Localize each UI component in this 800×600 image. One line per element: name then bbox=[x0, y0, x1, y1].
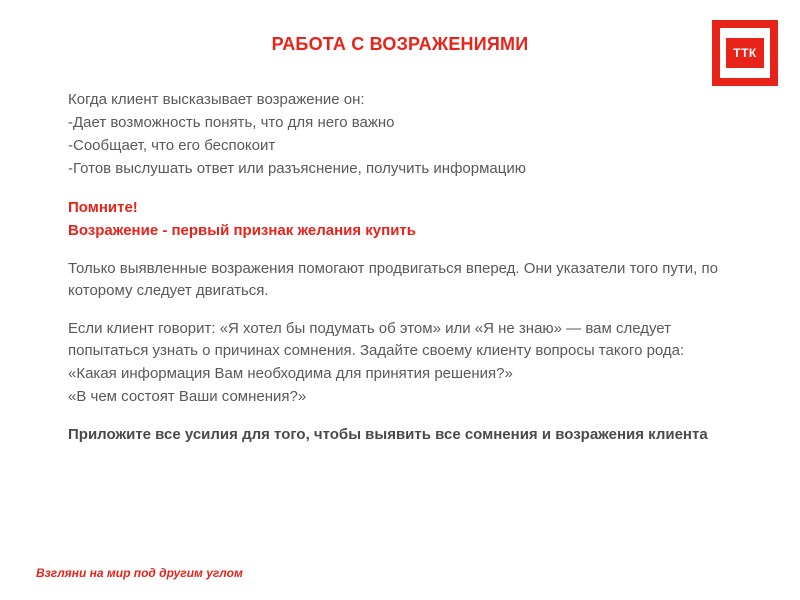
intro-item: -Дает возможность понять, что для него важно bbox=[68, 114, 395, 131]
paragraph-client-doubts: Если клиент говорит: «Я хотел бы подумать об этом» или «Я не знаю» — вам следует попытаться узнать о причинах сомнения. Задайте своему клиенту вопросы такого рода: bbox=[68, 320, 685, 359]
intro-item: -Сообщает, что его беспокоит bbox=[68, 137, 276, 154]
remember-heading: Помните! bbox=[68, 199, 138, 216]
question-item: «В чем состоят Ваши сомнения?» bbox=[68, 388, 307, 405]
intro-item: -Готов выслушать ответ или разъяснение, получить информацию bbox=[68, 160, 526, 177]
paragraph-objections: Только выявленные возражения помогают продвигаться вперед. Они указатели того пути, по которому следует двигаться. bbox=[68, 260, 718, 299]
logo-text: ТТК bbox=[726, 38, 764, 68]
closing-statement: Приложите все усилия для того, чтобы выявить все сомнения и возражения клиента bbox=[68, 426, 708, 443]
remember-text: Возражение - первый признак желания купить bbox=[68, 222, 417, 239]
page-title: РАБОТА С ВОЗРАЖЕНИЯМИ bbox=[271, 34, 529, 54]
ttk-logo bbox=[712, 20, 778, 86]
footer-tagline: Взгляни на мир под другим углом bbox=[36, 566, 243, 580]
intro-lead: Когда клиент высказывает возражение он: bbox=[68, 91, 365, 108]
slide-content bbox=[68, 88, 728, 446]
question-item: «Какая информация Вам необходима для принятия решения?» bbox=[68, 365, 513, 382]
